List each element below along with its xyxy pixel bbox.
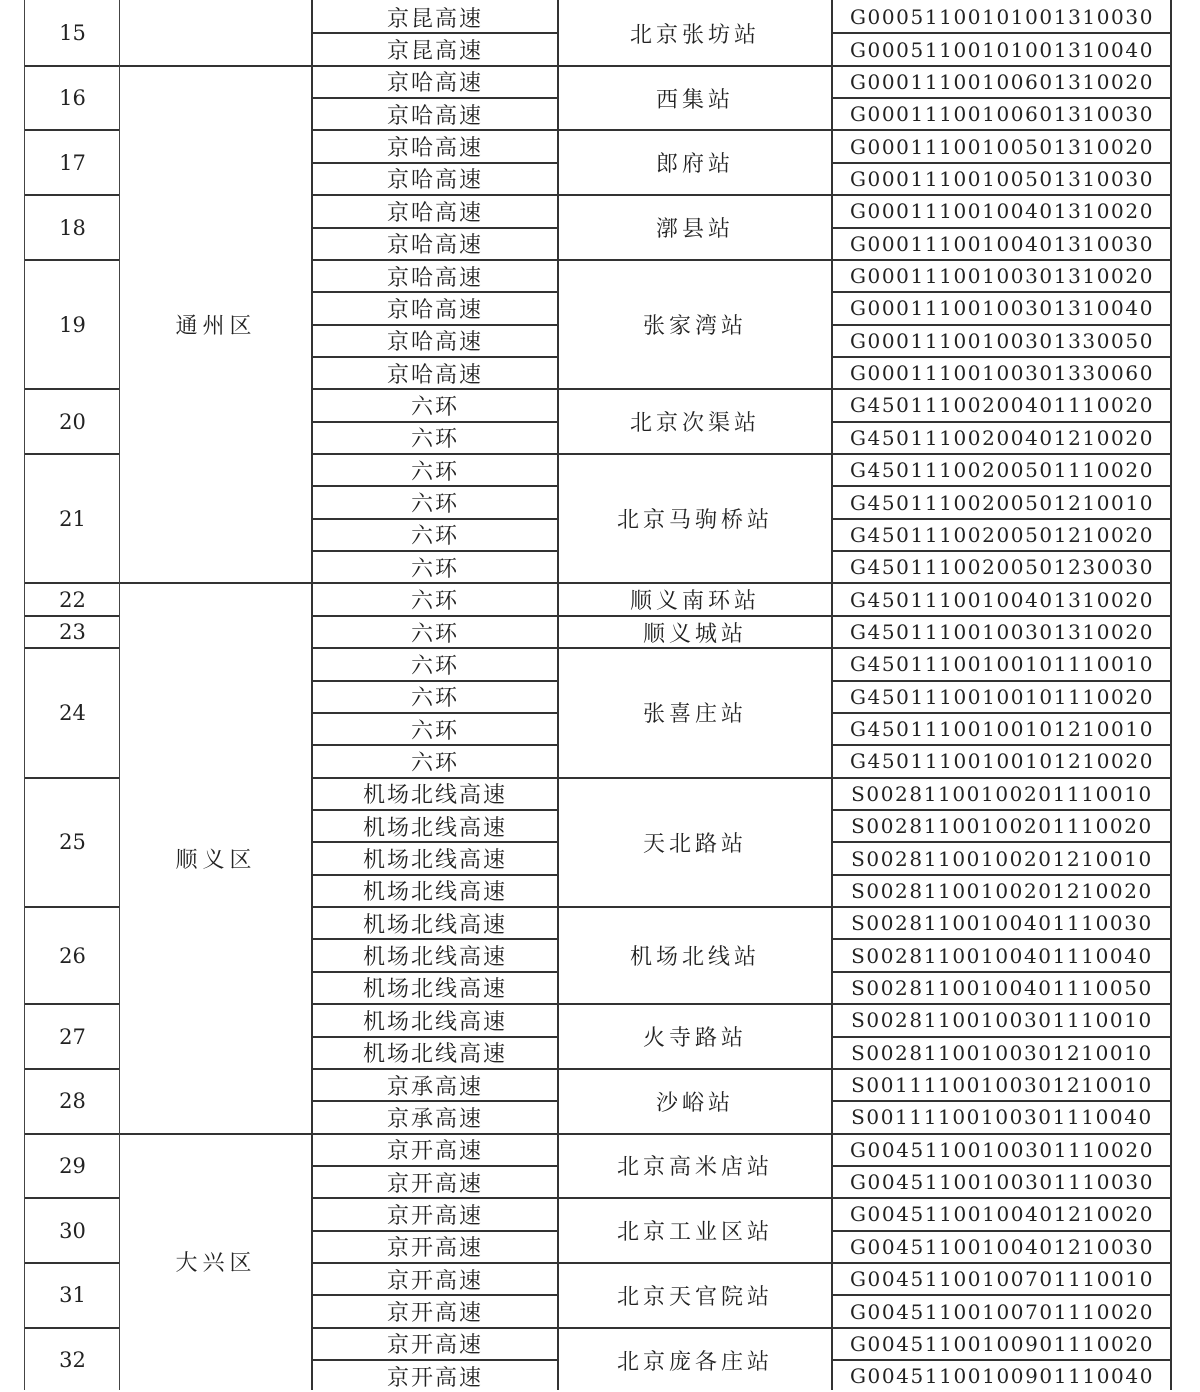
road-name: 京承高速 bbox=[386, 1074, 483, 1100]
station-name: 西集站 bbox=[655, 87, 734, 113]
road-name: 京昆高速 bbox=[386, 6, 483, 32]
station-code: G00011100100301330060 bbox=[849, 361, 1155, 386]
row-divider bbox=[312, 485, 558, 487]
row-divider bbox=[312, 32, 558, 34]
group-divider bbox=[25, 1262, 120, 1264]
group-divider bbox=[25, 582, 120, 584]
row-divider bbox=[832, 874, 1172, 876]
row-divider bbox=[832, 291, 1172, 293]
road-name: 六环 bbox=[410, 686, 459, 712]
road-name: 六环 bbox=[410, 621, 459, 647]
group-divider bbox=[312, 259, 1172, 261]
row-divider bbox=[312, 809, 558, 811]
row-divider bbox=[312, 971, 558, 973]
group-divider bbox=[25, 1327, 120, 1329]
row-number: 31 bbox=[59, 1283, 86, 1308]
group-divider bbox=[25, 388, 120, 390]
road-name: 京开高速 bbox=[386, 1236, 483, 1262]
road-name: 机场北线高速 bbox=[362, 1042, 507, 1068]
station-code: G45011100100101110010 bbox=[849, 652, 1155, 677]
station-code: G45011100200501230030 bbox=[849, 555, 1155, 580]
row-number: 24 bbox=[59, 700, 86, 725]
group-divider bbox=[312, 65, 1172, 67]
station-code: G45011100200501210020 bbox=[849, 522, 1155, 547]
group-divider bbox=[312, 582, 1172, 584]
road-name: 京昆高速 bbox=[386, 39, 483, 65]
row-number: 30 bbox=[59, 1218, 86, 1243]
road-name: 京开高速 bbox=[386, 1171, 483, 1197]
group-divider bbox=[25, 1003, 120, 1005]
road-name: 京开高速 bbox=[386, 1301, 483, 1327]
road-name: 六环 bbox=[410, 492, 459, 518]
road-name: 六环 bbox=[410, 524, 459, 550]
district-name: 顺义区 bbox=[175, 848, 257, 874]
row-number: 29 bbox=[59, 1153, 86, 1178]
column-divider bbox=[831, 0, 833, 1390]
row-divider bbox=[832, 1036, 1172, 1038]
row-number: 32 bbox=[59, 1348, 86, 1373]
road-name: 京哈高速 bbox=[386, 168, 483, 194]
station-code: S00281100100401110040 bbox=[851, 943, 1153, 968]
column-divider bbox=[24, 0, 25, 1390]
row-divider bbox=[832, 680, 1172, 682]
group-divider bbox=[25, 1068, 120, 1070]
road-name: 六环 bbox=[410, 556, 459, 582]
row-divider bbox=[312, 1294, 558, 1296]
station-code: G00451100100901110020 bbox=[849, 1331, 1155, 1356]
row-divider bbox=[312, 227, 558, 229]
station-name: 北京次渠站 bbox=[629, 411, 760, 437]
station-code: G00451100100901110040 bbox=[849, 1364, 1155, 1389]
station-code: G00011100100601310020 bbox=[849, 69, 1155, 94]
road-name: 京哈高速 bbox=[386, 136, 483, 162]
row-divider bbox=[832, 324, 1172, 326]
station-code: G45011100200401210020 bbox=[849, 425, 1155, 450]
station-code: S00281100100301110010 bbox=[851, 1008, 1153, 1033]
station-code: S00281100100201210010 bbox=[851, 846, 1153, 871]
row-divider bbox=[832, 1165, 1172, 1167]
road-name: 京哈高速 bbox=[386, 265, 483, 291]
station-code: S00111100100301210010 bbox=[851, 1073, 1153, 1098]
station-code: S00281100100401110050 bbox=[851, 975, 1153, 1000]
station-code: G45011100200501110020 bbox=[849, 458, 1155, 483]
row-divider bbox=[832, 485, 1172, 487]
station-code: G00011100100301310040 bbox=[849, 296, 1155, 321]
group-divider bbox=[25, 259, 120, 261]
road-name: 机场北线高速 bbox=[362, 912, 507, 938]
road-name: 京开高速 bbox=[386, 1139, 483, 1165]
station-code: S00281100100301210010 bbox=[851, 1040, 1153, 1065]
station-name: 顺义南环站 bbox=[629, 589, 760, 615]
row-divider bbox=[832, 162, 1172, 164]
row-number: 28 bbox=[59, 1089, 86, 1114]
station-code: G00451100100301110020 bbox=[849, 1137, 1155, 1162]
row-divider bbox=[312, 97, 558, 99]
station-code: G00451100100701110010 bbox=[849, 1267, 1155, 1292]
road-name: 机场北线高速 bbox=[362, 880, 507, 906]
group-divider bbox=[312, 129, 1172, 131]
station-code: G00011100100501310020 bbox=[849, 134, 1155, 159]
road-name: 六环 bbox=[410, 589, 459, 615]
row-divider bbox=[312, 421, 558, 423]
road-name: 机场北线高速 bbox=[362, 1009, 507, 1035]
group-divider bbox=[312, 1133, 1172, 1135]
road-name: 机场北线高速 bbox=[362, 848, 507, 874]
column-divider bbox=[557, 0, 559, 1390]
road-name: 机场北线高速 bbox=[362, 815, 507, 841]
group-divider bbox=[312, 1262, 1172, 1264]
row-divider bbox=[832, 938, 1172, 940]
road-name: 京开高速 bbox=[386, 1203, 483, 1229]
row-number: 22 bbox=[59, 587, 86, 612]
station-name: 沙峪站 bbox=[655, 1090, 734, 1116]
station-code: S00111100100301110040 bbox=[851, 1105, 1153, 1130]
group-divider bbox=[312, 388, 1172, 390]
row-number: 15 bbox=[59, 21, 86, 46]
road-name: 京开高速 bbox=[386, 1333, 483, 1359]
column-divider bbox=[311, 0, 313, 1390]
station-code: G00011100100501310030 bbox=[849, 166, 1155, 191]
road-name: 京开高速 bbox=[386, 1365, 483, 1391]
row-number: 18 bbox=[59, 215, 86, 240]
road-name: 六环 bbox=[410, 394, 459, 420]
row-divider bbox=[832, 1359, 1172, 1361]
group-divider bbox=[312, 194, 1172, 196]
row-divider bbox=[312, 1100, 558, 1102]
district-name bbox=[120, 1, 312, 66]
station-code: G45011100100101210020 bbox=[849, 749, 1155, 774]
station-code: G000511001010013100​30 bbox=[849, 5, 1155, 30]
group-divider bbox=[25, 65, 120, 67]
group-divider bbox=[312, 453, 1172, 455]
row-divider bbox=[832, 227, 1172, 229]
row-divider bbox=[832, 971, 1172, 973]
row-divider bbox=[832, 97, 1172, 99]
station-code: G45011100200501210010 bbox=[849, 490, 1155, 515]
row-divider bbox=[312, 712, 558, 714]
row-divider bbox=[832, 1230, 1172, 1232]
group-divider bbox=[312, 906, 1172, 908]
row-divider bbox=[832, 744, 1172, 746]
station-code: G00451100100401210020 bbox=[849, 1202, 1155, 1227]
station-name: 北京工业区站 bbox=[616, 1220, 773, 1246]
group-divider bbox=[25, 647, 120, 649]
row-divider bbox=[312, 162, 558, 164]
row-divider bbox=[312, 356, 558, 358]
row-divider bbox=[832, 550, 1172, 552]
road-name: 京哈高速 bbox=[386, 71, 483, 97]
road-name: 京哈高速 bbox=[386, 330, 483, 356]
row-divider bbox=[312, 680, 558, 682]
road-name: 机场北线高速 bbox=[362, 783, 507, 809]
row-divider bbox=[832, 518, 1172, 520]
road-name: 京哈高速 bbox=[386, 362, 483, 388]
road-name: 京开高速 bbox=[386, 1268, 483, 1294]
row-number: 16 bbox=[59, 86, 86, 111]
road-name: 六环 bbox=[410, 750, 459, 776]
row-divider bbox=[312, 324, 558, 326]
row-divider bbox=[832, 356, 1172, 358]
row-number: 23 bbox=[59, 620, 86, 644]
station-code: G00051100101001310040 bbox=[849, 37, 1155, 62]
group-divider bbox=[25, 1133, 120, 1135]
row-divider bbox=[312, 744, 558, 746]
row-number: 17 bbox=[59, 150, 86, 175]
group-divider bbox=[25, 129, 120, 131]
station-code: G00451100100701110020 bbox=[849, 1299, 1155, 1324]
group-divider bbox=[312, 1327, 1172, 1329]
station-name: 郎府站 bbox=[655, 152, 734, 178]
row-divider bbox=[312, 518, 558, 520]
station-code: G45011100100101210010 bbox=[849, 717, 1155, 742]
station-name: 机场北线站 bbox=[629, 945, 760, 971]
station-code: G00011100100401310030 bbox=[849, 231, 1155, 256]
road-name: 京哈高速 bbox=[386, 297, 483, 323]
row-divider bbox=[312, 874, 558, 876]
column-divider bbox=[1170, 0, 1172, 1390]
group-divider bbox=[25, 906, 120, 908]
row-divider bbox=[312, 1359, 558, 1361]
group-divider bbox=[25, 453, 120, 455]
station-name: 张喜庄站 bbox=[642, 702, 747, 728]
group-divider bbox=[312, 1068, 1172, 1070]
row-number: 19 bbox=[59, 312, 86, 337]
row-divider bbox=[312, 938, 558, 940]
station-name: 漷县站 bbox=[655, 217, 734, 243]
station-code: G45011100200401110020 bbox=[849, 393, 1155, 418]
station-code: G00451100100301110030 bbox=[849, 1170, 1155, 1195]
row-divider bbox=[832, 1294, 1172, 1296]
row-divider bbox=[312, 1230, 558, 1232]
row-divider bbox=[312, 291, 558, 293]
row-divider bbox=[832, 809, 1172, 811]
station-code: G45011100100101110020 bbox=[849, 684, 1155, 709]
road-name: 六环 bbox=[410, 427, 459, 453]
station-name: 北京天官院站 bbox=[616, 1284, 773, 1310]
row-divider bbox=[832, 841, 1172, 843]
station-name: 火寺路站 bbox=[642, 1026, 747, 1052]
road-name: 京哈高速 bbox=[386, 200, 483, 226]
row-divider bbox=[832, 712, 1172, 714]
row-divider bbox=[312, 1165, 558, 1167]
road-name: 京哈高速 bbox=[386, 233, 483, 259]
station-code: G00011100100401310020 bbox=[849, 199, 1155, 224]
group-divider bbox=[25, 777, 120, 779]
road-name: 机场北线高速 bbox=[362, 945, 507, 971]
station-name: 张家湾站 bbox=[642, 314, 747, 340]
station-code: G00451100100401210030 bbox=[849, 1234, 1155, 1259]
station-code: S00281100100401110030 bbox=[851, 911, 1153, 936]
station-code: G00011100100601310030 bbox=[849, 102, 1155, 127]
group-divider bbox=[25, 615, 120, 617]
station-code: G00011100100301330050 bbox=[849, 328, 1155, 353]
row-number: 20 bbox=[59, 409, 86, 434]
road-name: 六环 bbox=[410, 459, 459, 485]
station-name: 北京高米店站 bbox=[616, 1155, 773, 1181]
row-number: 26 bbox=[59, 943, 86, 968]
station-name: 北京庞各庄站 bbox=[616, 1349, 773, 1375]
row-divider bbox=[312, 841, 558, 843]
district-name: 通州区 bbox=[175, 314, 257, 340]
column-divider bbox=[119, 0, 120, 1390]
station-code: G00011100100301310020 bbox=[849, 264, 1155, 289]
station-code: S00281100100201110020 bbox=[851, 814, 1153, 839]
station-name: 顺义城站 bbox=[642, 621, 747, 647]
row-divider bbox=[312, 550, 558, 552]
group-divider bbox=[312, 1197, 1172, 1199]
station-name: 北京张坊站 bbox=[629, 22, 760, 48]
station-name: 北京马驹桥站 bbox=[616, 508, 773, 534]
station-code: G45011100100401310020 bbox=[849, 587, 1155, 612]
group-divider bbox=[312, 777, 1172, 779]
road-name: 六环 bbox=[410, 653, 459, 679]
road-name: 京哈高速 bbox=[386, 103, 483, 129]
row-divider bbox=[832, 1100, 1172, 1102]
road-name: 京承高速 bbox=[386, 1106, 483, 1132]
group-divider bbox=[312, 1003, 1172, 1005]
row-divider bbox=[312, 1036, 558, 1038]
district-name: 大兴区 bbox=[175, 1251, 257, 1277]
station-code: S00281100100201210020 bbox=[851, 878, 1153, 903]
station-name: 天北路站 bbox=[642, 831, 747, 857]
station-code: G45011100100301310020 bbox=[849, 620, 1155, 644]
station-code: S00281100100201110010 bbox=[851, 781, 1153, 806]
road-name: 六环 bbox=[410, 718, 459, 744]
group-divider bbox=[25, 1197, 120, 1199]
group-divider bbox=[312, 615, 1172, 617]
row-divider bbox=[832, 32, 1172, 34]
group-divider bbox=[25, 194, 120, 196]
group-divider bbox=[312, 647, 1172, 649]
row-number: 21 bbox=[59, 506, 86, 531]
row-divider bbox=[832, 421, 1172, 423]
row-number: 27 bbox=[59, 1024, 86, 1049]
road-name: 机场北线高速 bbox=[362, 977, 507, 1003]
row-number: 25 bbox=[59, 830, 86, 855]
